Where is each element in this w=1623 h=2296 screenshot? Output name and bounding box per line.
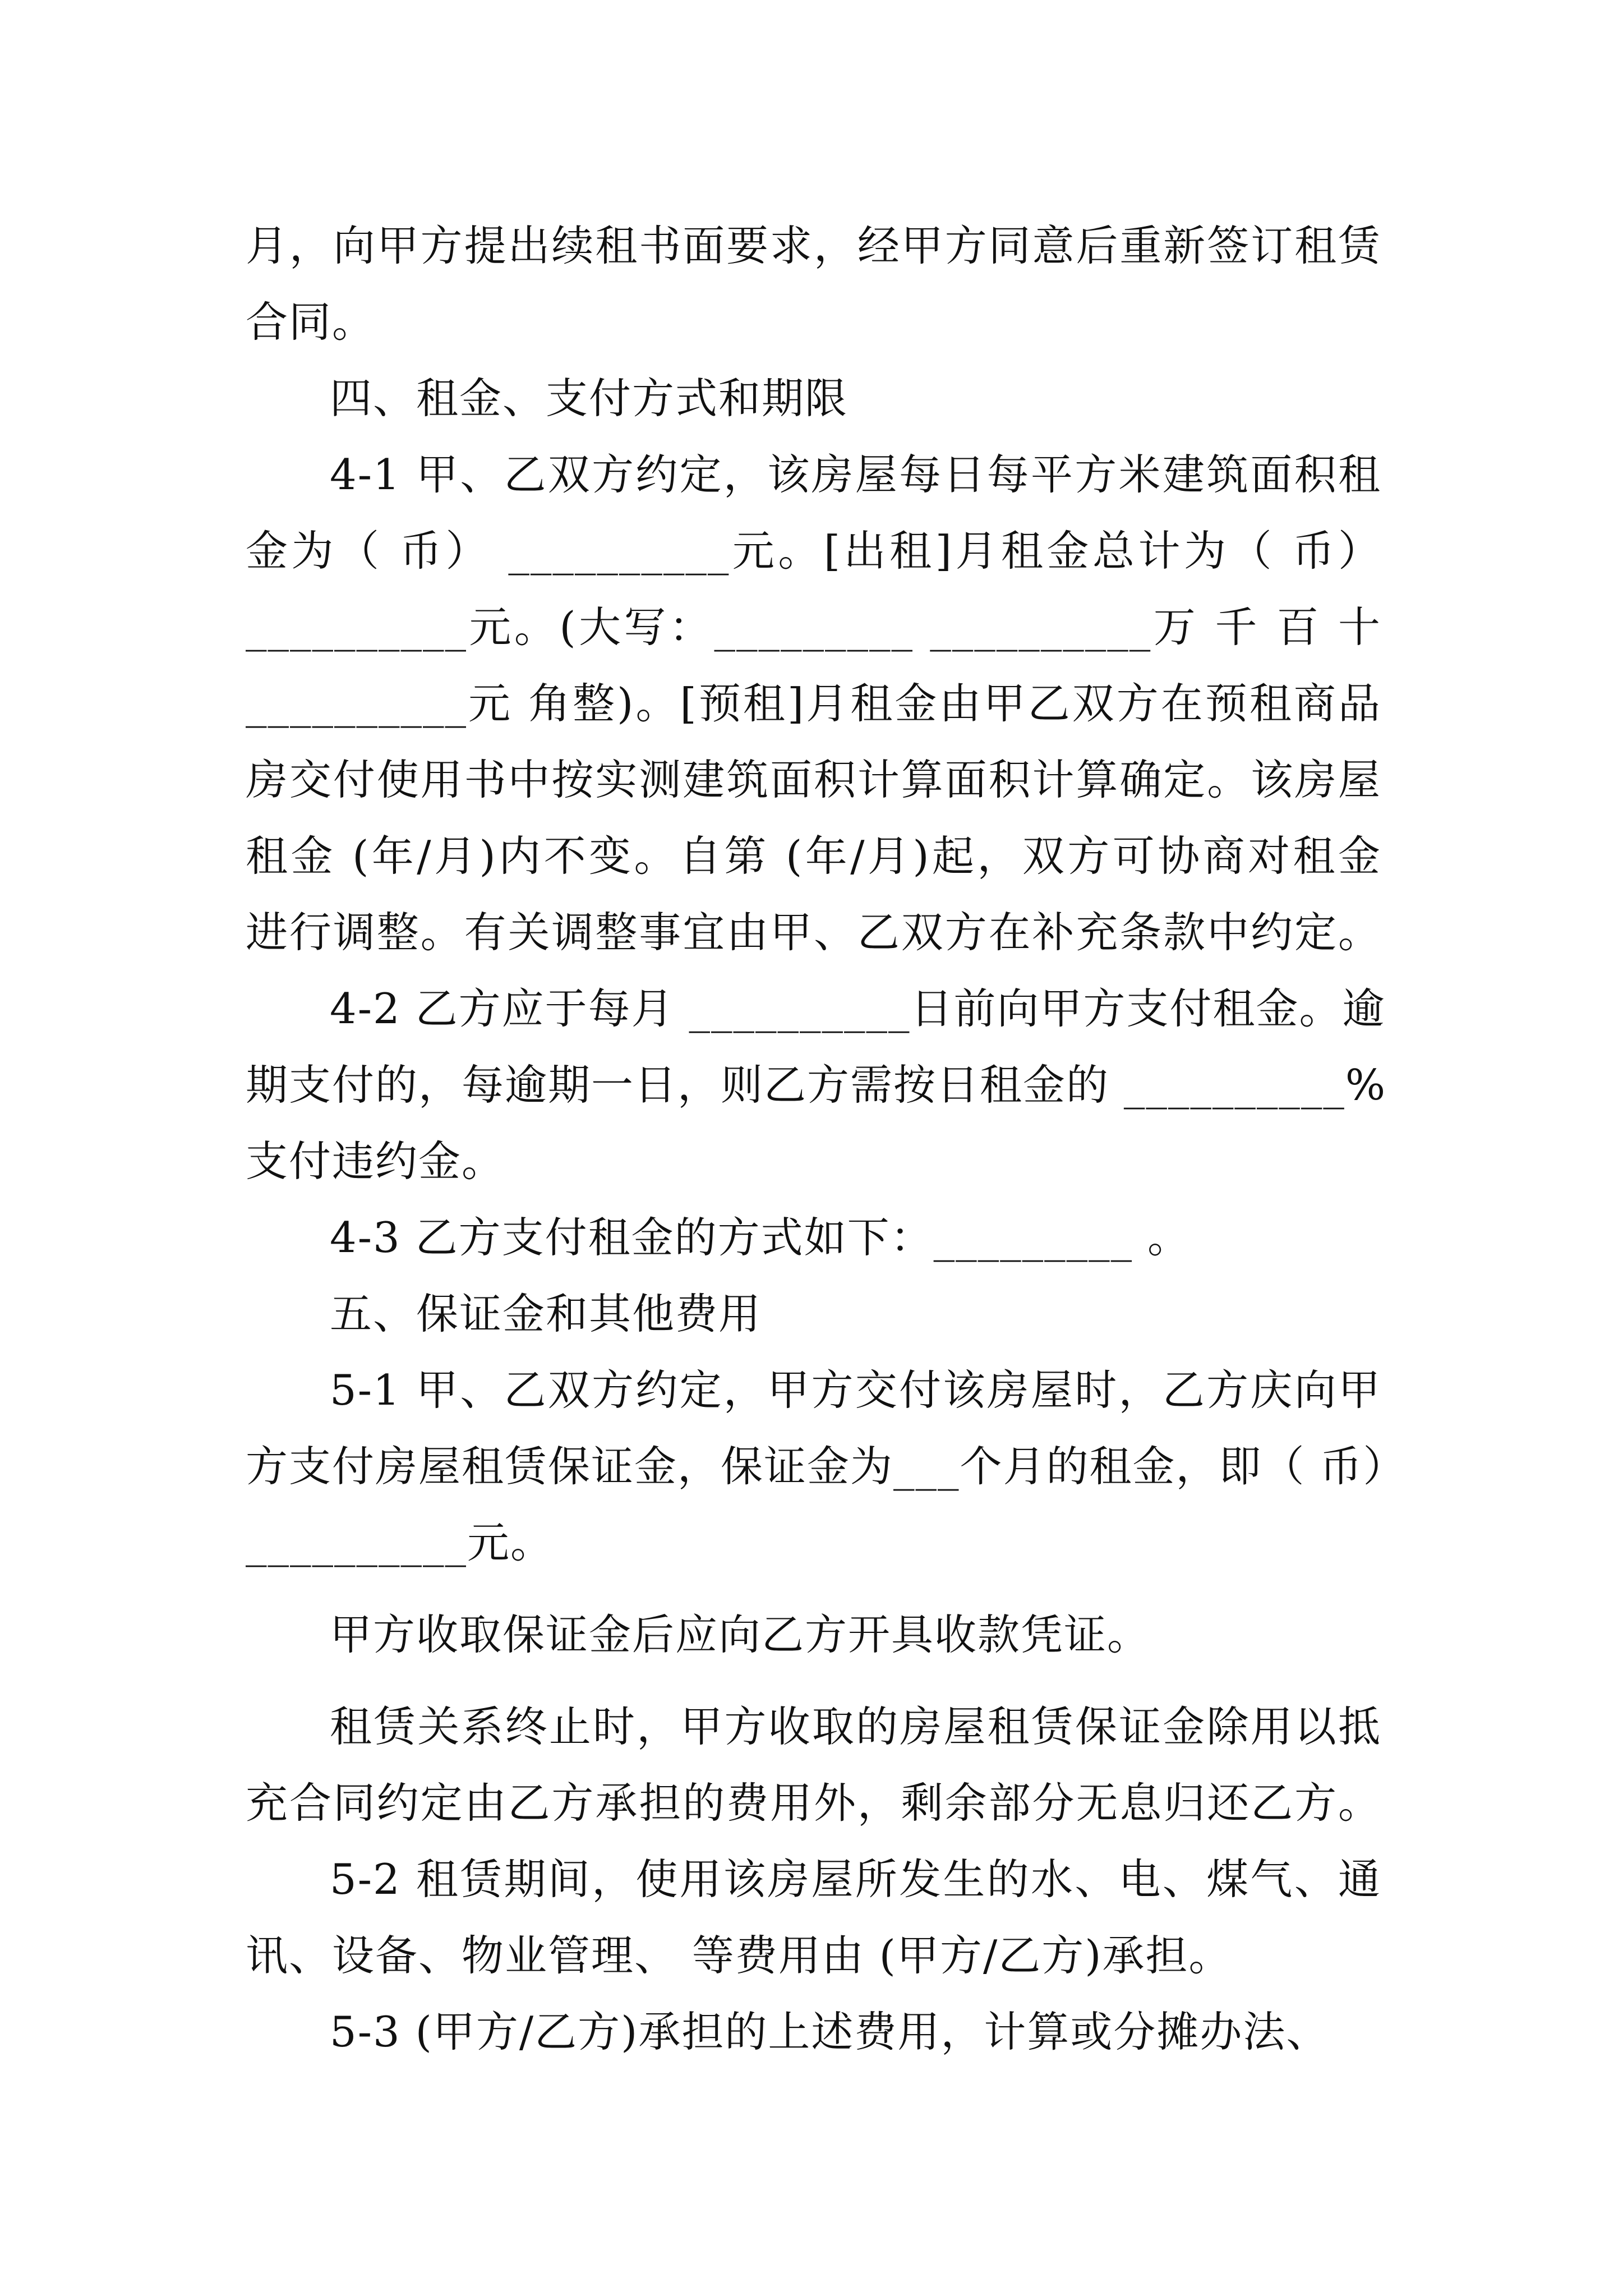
text-line: __________元。(大写：_________ __________万 千 百 十 [246,602,1381,652]
text-line: 期支付的，每逾期一日，则乙方需按日租金的 __________% [246,1060,1387,1110]
section-heading: 四、租金、支付方式和期限 [330,374,849,423]
text-line: 甲方收取保证金后应向乙方开具收款凭证。 [330,1610,1151,1659]
text-line: 充合同约定由乙方承担的费用外，剩余部分无息归还乙方。 [246,1778,1381,1828]
text-line: 租赁关系终止时，甲方收取的房屋租赁保证金除用以抵 [330,1702,1381,1751]
text-line: 5-1 甲、乙双方约定，甲方交付该房屋时，乙方庆向甲 [330,1365,1381,1415]
text-line: 讯、设备、物业管理、 等费用由 (甲方/乙方)承担。 [246,1931,1232,1980]
text-line: 4-1 甲、乙双方约定，该房屋每日每平方米建筑面积租 [330,450,1381,499]
text-line: 支付违约金。 [246,1137,505,1186]
paragraph-gap [246,1581,1381,1596]
section-heading: 五、保证金和其他费用 [330,1289,762,1338]
text-line: 方支付房屋租赁保证金，保证金为___个月的租金，即（ 币） [246,1442,1407,1491]
document-body [246,208,1407,2070]
paragraph-gap [246,1673,1381,1688]
text-line: __________元 角整)。[预租]月租金由甲乙双方在预租商品 [246,679,1381,728]
text-line: 金为（ 币） __________元。[出租]月租金总计为（ 币） [246,526,1381,576]
text-line: 合同。 [246,297,376,347]
text-line: 5-3 (甲方/乙方)承担的上述费用，计算或分摊办法、 [330,2007,1330,2056]
text-line: 进行调整。有关调整事宜由甲、乙双方在补充条款中约定。 [246,908,1381,957]
text-line: 4-3 乙方支付租金的方式如下：_________ 。 [330,1213,1191,1262]
text-line: __________元。 [246,1518,554,1567]
text-line: 房交付使用书中按实测建筑面积计算面积计算确定。该房屋 [246,755,1381,804]
text-line: 4-2 乙方应于每月 __________日前向甲方支付租金。逾 [330,984,1386,1033]
text-line: 月，向甲方提出续租书面要求，经甲方同意后重新签订租赁 [246,221,1381,270]
text-line: 5-2 租赁期间，使用该房屋所发生的水、电、煤气、通 [330,1855,1381,1904]
text-line: 租金 (年/月)内不变。自第 (年/月)起，双方可协商对租金 [246,831,1381,881]
